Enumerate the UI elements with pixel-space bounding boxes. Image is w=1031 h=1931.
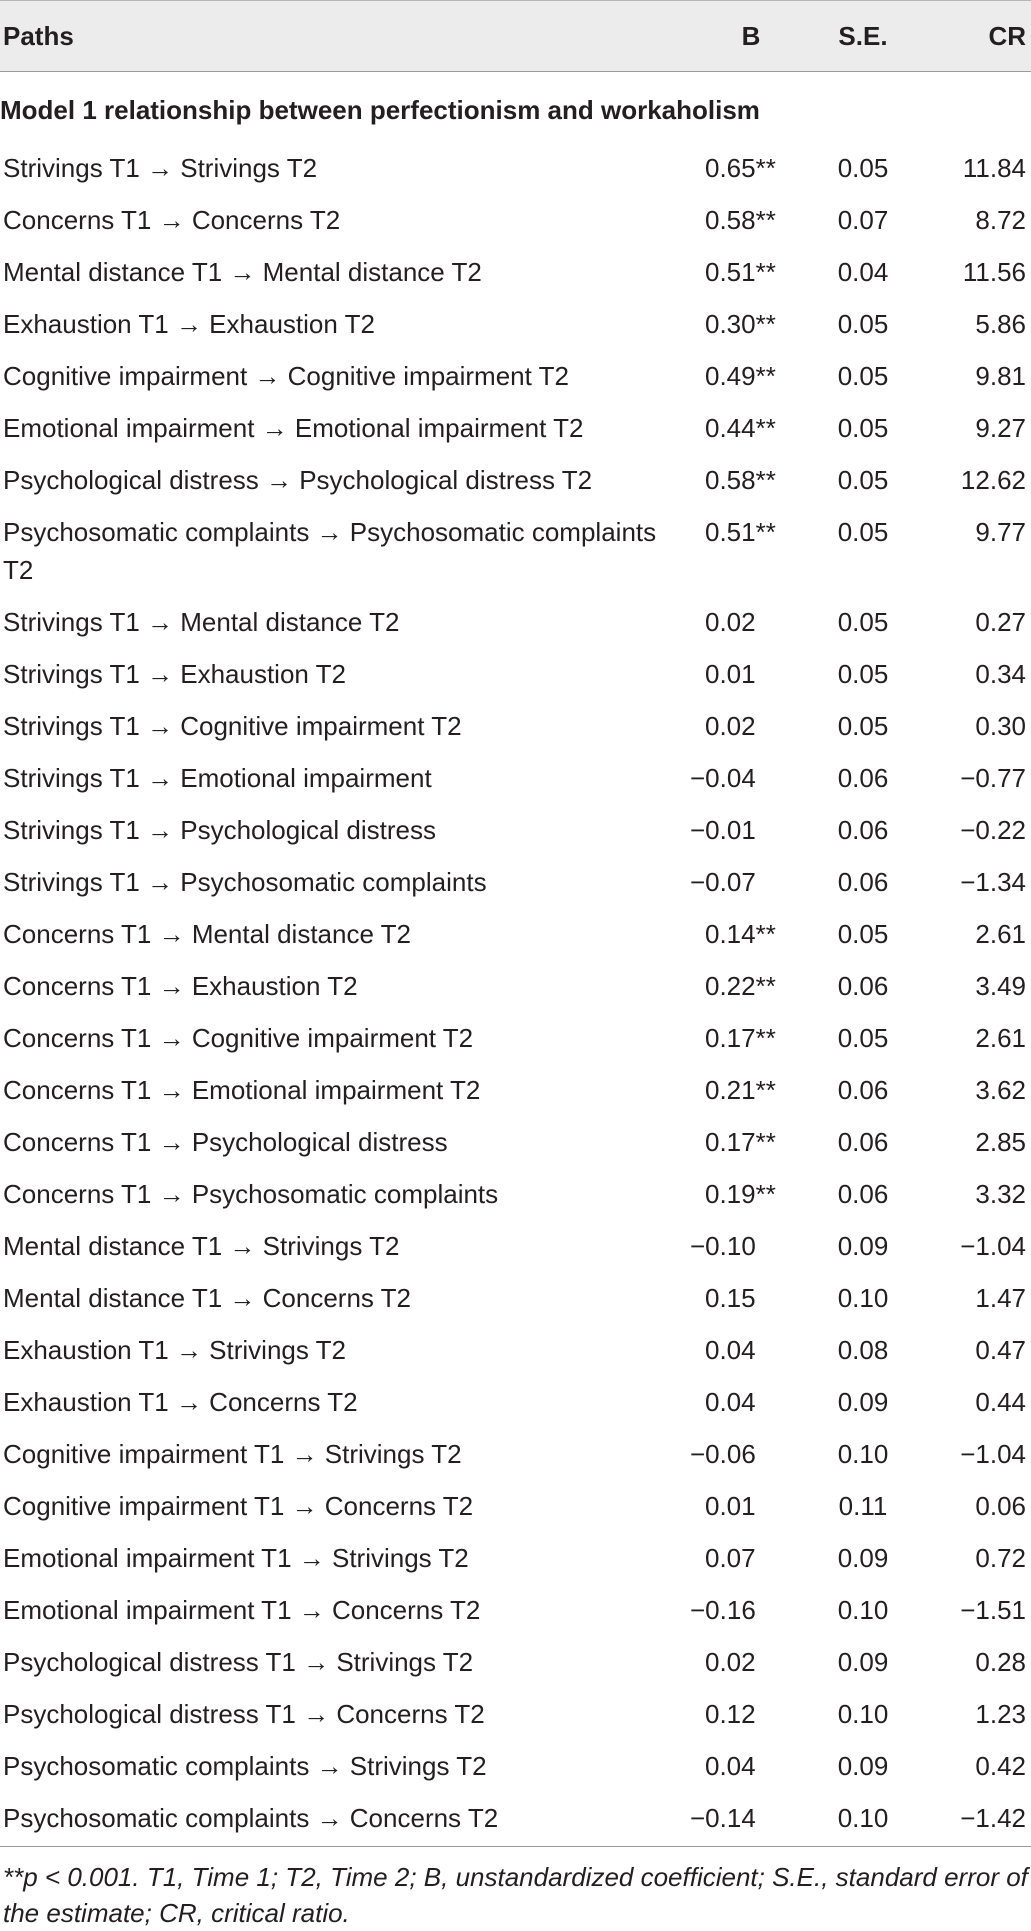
table-row xyxy=(0,248,1031,300)
path-cell: Strivings T1 → Strivings T2 xyxy=(0,144,685,196)
b-value: 0.58** xyxy=(685,456,807,508)
table-row xyxy=(0,1534,1031,1586)
table-row xyxy=(0,1690,1031,1742)
path-cell: Psychosomatic complaints → Concerns T2 xyxy=(0,1794,685,1847)
path-cell: Concerns T1 → Concerns T2 xyxy=(0,196,685,248)
se-value: 0.10 xyxy=(807,1274,919,1326)
b-value: 0.58** xyxy=(685,196,807,248)
section-row xyxy=(0,72,1031,145)
path-cell: Concerns T1 → Cognitive impairment T2 xyxy=(0,1014,685,1066)
cr-value: 0.06 xyxy=(919,1482,1031,1534)
se-value: 0.10 xyxy=(807,1794,919,1847)
table-row xyxy=(0,598,1031,650)
cr-value: 12.62 xyxy=(919,456,1031,508)
se-value: 0.11 xyxy=(807,1482,919,1534)
cr-value: 3.32 xyxy=(919,1170,1031,1222)
path-cell: Emotional impairment → Emotional impairment T2 xyxy=(0,404,685,456)
table-row xyxy=(0,1014,1031,1066)
se-value: 0.07 xyxy=(807,196,919,248)
table-row xyxy=(0,806,1031,858)
cr-value: 0.47 xyxy=(919,1326,1031,1378)
path-cell: Strivings T1 → Psychosomatic complaints xyxy=(0,858,685,910)
path-cell: Concerns T1 → Mental distance T2 xyxy=(0,910,685,962)
table-row xyxy=(0,1586,1031,1638)
b-value: −0.16 xyxy=(685,1586,807,1638)
cr-value: 1.47 xyxy=(919,1274,1031,1326)
se-value: 0.04 xyxy=(807,248,919,300)
b-value: 0.04 xyxy=(685,1378,807,1430)
b-value: −0.01 xyxy=(685,806,807,858)
cr-value: 0.42 xyxy=(919,1742,1031,1794)
path-cell: Exhaustion T1 → Concerns T2 xyxy=(0,1378,685,1430)
se-value: 0.09 xyxy=(807,1222,919,1274)
cr-value: 0.34 xyxy=(919,650,1031,702)
path-cell: Mental distance T1 → Concerns T2 xyxy=(0,1274,685,1326)
path-cell: Psychological distress T1 → Strivings T2 xyxy=(0,1638,685,1690)
footnote-row xyxy=(0,1847,1031,1931)
cr-value: 2.85 xyxy=(919,1118,1031,1170)
cr-value: −1.04 xyxy=(919,1222,1031,1274)
b-value: 0.49** xyxy=(685,352,807,404)
se-value: 0.05 xyxy=(807,456,919,508)
cr-value: 3.62 xyxy=(919,1066,1031,1118)
path-cell: Exhaustion T1 → Exhaustion T2 xyxy=(0,300,685,352)
header-cr: CR xyxy=(919,1,1031,72)
path-cell: Strivings T1 → Exhaustion T2 xyxy=(0,650,685,702)
b-value: −0.14 xyxy=(685,1794,807,1847)
table-row xyxy=(0,508,1031,598)
table-row xyxy=(0,962,1031,1014)
path-cell: Emotional impairment T1 → Concerns T2 xyxy=(0,1586,685,1638)
path-cell: Strivings T1 → Mental distance T2 xyxy=(0,598,685,650)
b-value: −0.10 xyxy=(685,1222,807,1274)
table-row xyxy=(0,1742,1031,1794)
cr-value: 2.61 xyxy=(919,1014,1031,1066)
se-value: 0.05 xyxy=(807,650,919,702)
table-row xyxy=(0,404,1031,456)
header-se: S.E. xyxy=(807,1,919,72)
path-cell: Mental distance T1 → Mental distance T2 xyxy=(0,248,685,300)
table-body xyxy=(0,72,1031,1847)
b-value: 0.65** xyxy=(685,144,807,196)
se-value: 0.05 xyxy=(807,598,919,650)
b-value: 0.01 xyxy=(685,1482,807,1534)
b-value: 0.51** xyxy=(685,508,807,598)
se-value: 0.06 xyxy=(807,1066,919,1118)
table-row xyxy=(0,702,1031,754)
table-row xyxy=(0,1430,1031,1482)
header-paths: Paths xyxy=(0,1,685,72)
section-title: Model 1 relationship between perfectionism and workaholism xyxy=(0,72,1031,145)
b-value: −0.07 xyxy=(685,858,807,910)
se-value: 0.05 xyxy=(807,404,919,456)
cr-value: 11.84 xyxy=(919,144,1031,196)
cr-value: −1.42 xyxy=(919,1794,1031,1847)
cr-value: −1.04 xyxy=(919,1430,1031,1482)
b-value: 0.01 xyxy=(685,650,807,702)
path-cell: Concerns T1 → Emotional impairment T2 xyxy=(0,1066,685,1118)
se-value: 0.09 xyxy=(807,1742,919,1794)
cr-value: −0.22 xyxy=(919,806,1031,858)
se-value: 0.05 xyxy=(807,352,919,404)
cr-value: 0.28 xyxy=(919,1638,1031,1690)
table-row xyxy=(0,1326,1031,1378)
b-value: −0.04 xyxy=(685,754,807,806)
table-row xyxy=(0,456,1031,508)
se-value: 0.06 xyxy=(807,754,919,806)
se-value: 0.06 xyxy=(807,858,919,910)
b-value: 0.07 xyxy=(685,1534,807,1586)
b-value: 0.14** xyxy=(685,910,807,962)
b-value: 0.04 xyxy=(685,1742,807,1794)
b-value: 0.12 xyxy=(685,1690,807,1742)
table-header-row xyxy=(0,1,1031,72)
se-value: 0.06 xyxy=(807,1118,919,1170)
cr-value: 5.86 xyxy=(919,300,1031,352)
se-value: 0.10 xyxy=(807,1430,919,1482)
b-value: 0.04 xyxy=(685,1326,807,1378)
path-cell: Mental distance T1 → Strivings T2 xyxy=(0,1222,685,1274)
b-value: −0.06 xyxy=(685,1430,807,1482)
cr-value: 2.61 xyxy=(919,910,1031,962)
se-value: 0.06 xyxy=(807,1170,919,1222)
table-row xyxy=(0,1222,1031,1274)
se-value: 0.05 xyxy=(807,1014,919,1066)
cr-value: 0.72 xyxy=(919,1534,1031,1586)
b-value: 0.30** xyxy=(685,300,807,352)
table-row xyxy=(0,1482,1031,1534)
se-value: 0.09 xyxy=(807,1534,919,1586)
b-value: 0.44** xyxy=(685,404,807,456)
b-value: 0.51** xyxy=(685,248,807,300)
se-value: 0.09 xyxy=(807,1638,919,1690)
table-row xyxy=(0,300,1031,352)
cr-value: 9.27 xyxy=(919,404,1031,456)
b-value: 0.02 xyxy=(685,1638,807,1690)
path-cell: Concerns T1 → Exhaustion T2 xyxy=(0,962,685,1014)
cr-value: 0.30 xyxy=(919,702,1031,754)
se-value: 0.08 xyxy=(807,1326,919,1378)
cr-value: 9.77 xyxy=(919,508,1031,598)
cr-value: 3.49 xyxy=(919,962,1031,1014)
table-row xyxy=(0,1638,1031,1690)
cr-value: −1.51 xyxy=(919,1586,1031,1638)
table-row xyxy=(0,650,1031,702)
b-value: 0.15 xyxy=(685,1274,807,1326)
b-value: 0.19** xyxy=(685,1170,807,1222)
cr-value: 8.72 xyxy=(919,196,1031,248)
table-row xyxy=(0,1274,1031,1326)
se-value: 0.05 xyxy=(807,300,919,352)
path-cell: Psychosomatic complaints → Strivings T2 xyxy=(0,1742,685,1794)
b-value: 0.22** xyxy=(685,962,807,1014)
header-b: B xyxy=(685,1,807,72)
se-value: 0.10 xyxy=(807,1690,919,1742)
cr-value: 0.44 xyxy=(919,1378,1031,1430)
cr-value: 9.81 xyxy=(919,352,1031,404)
cr-value: 0.27 xyxy=(919,598,1031,650)
table-row xyxy=(0,1170,1031,1222)
table-row xyxy=(0,144,1031,196)
se-value: 0.05 xyxy=(807,702,919,754)
path-cell: Strivings T1 → Psychological distress xyxy=(0,806,685,858)
b-value: 0.02 xyxy=(685,598,807,650)
cr-value: 11.56 xyxy=(919,248,1031,300)
path-cell: Psychological distress → Psychological distress T2 xyxy=(0,456,685,508)
b-value: 0.21** xyxy=(685,1066,807,1118)
table-row xyxy=(0,1066,1031,1118)
b-value: 0.02 xyxy=(685,702,807,754)
path-cell: Strivings T1 → Emotional impairment xyxy=(0,754,685,806)
se-value: 0.10 xyxy=(807,1586,919,1638)
table-row xyxy=(0,1794,1031,1847)
se-value: 0.05 xyxy=(807,144,919,196)
path-cell: Emotional impairment T1 → Strivings T2 xyxy=(0,1534,685,1586)
path-cell: Concerns T1 → Psychological distress xyxy=(0,1118,685,1170)
table-row xyxy=(0,352,1031,404)
path-cell: Cognitive impairment T1 → Concerns T2 xyxy=(0,1482,685,1534)
path-cell: Exhaustion T1 → Strivings T2 xyxy=(0,1326,685,1378)
table-footnote: **p < 0.001. T1, Time 1; T2, Time 2; B, unstandardized coefficient; S.E., standard error of the estimate; CR, critical ratio. xyxy=(0,1847,1031,1931)
path-cell: Cognitive impairment → Cognitive impairment T2 xyxy=(0,352,685,404)
cr-value: 1.23 xyxy=(919,1690,1031,1742)
table-row xyxy=(0,858,1031,910)
cr-value: −1.34 xyxy=(919,858,1031,910)
se-value: 0.06 xyxy=(807,806,919,858)
b-value: 0.17** xyxy=(685,1014,807,1066)
path-cell: Psychological distress T1 → Concerns T2 xyxy=(0,1690,685,1742)
path-cell: Cognitive impairment T1 → Strivings T2 xyxy=(0,1430,685,1482)
se-value: 0.06 xyxy=(807,962,919,1014)
table-row xyxy=(0,910,1031,962)
se-value: 0.05 xyxy=(807,508,919,598)
table-row xyxy=(0,196,1031,248)
path-cell: Concerns T1 → Psychosomatic complaints xyxy=(0,1170,685,1222)
table-row xyxy=(0,1118,1031,1170)
cr-value: −0.77 xyxy=(919,754,1031,806)
se-value: 0.05 xyxy=(807,910,919,962)
se-value: 0.09 xyxy=(807,1378,919,1430)
table-row xyxy=(0,754,1031,806)
table-row xyxy=(0,1378,1031,1430)
b-value: 0.17** xyxy=(685,1118,807,1170)
path-cell: Strivings T1 → Cognitive impairment T2 xyxy=(0,702,685,754)
path-cell: Psychosomatic complaints → Psychosomatic complaints T2 xyxy=(0,508,685,598)
